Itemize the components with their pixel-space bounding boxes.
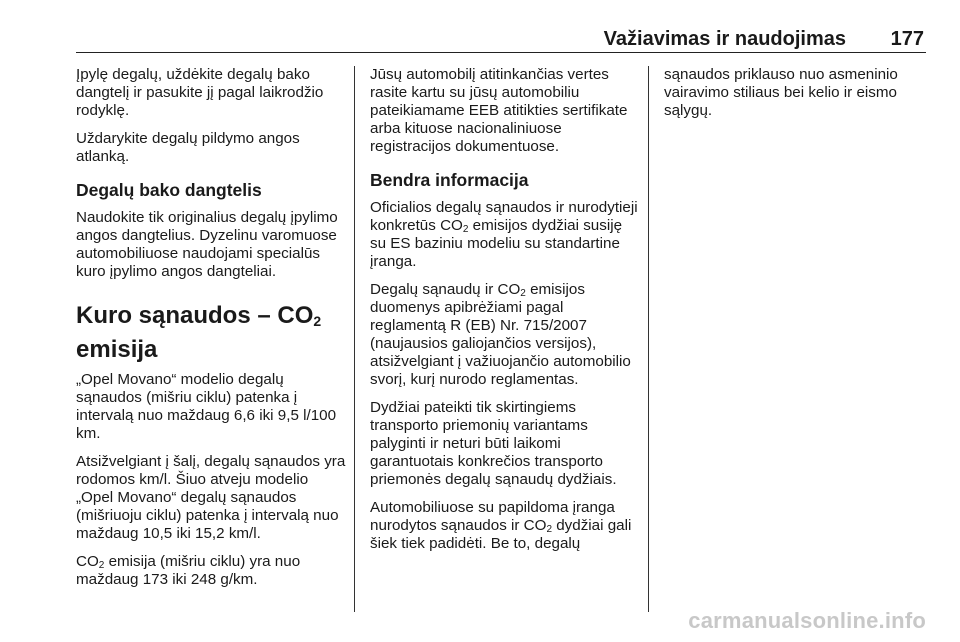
section-heading-fuel-cap: Degalų bako dangtelis xyxy=(76,180,262,200)
page-header xyxy=(76,26,926,53)
heading-text: emisija xyxy=(76,336,158,363)
column-divider xyxy=(648,66,649,612)
paragraph xyxy=(370,199,642,271)
text: emisijos dydžiai susiję su ES baziniu modeliu su standartine įranga. xyxy=(370,217,623,270)
paragraph: Jūsų automobilį atitinkančias vertes rasite kartu su jūsų automobiliu pateikiamame EEB atitikties sertifikate arba kituose nacionaliniuose registracijos dokumentuose. xyxy=(370,66,628,155)
text: Automobiliuose su papildoma įranga nurodytos sąnaudos ir CO xyxy=(370,499,615,534)
text: CO xyxy=(76,553,99,570)
chapter-heading-co2 xyxy=(76,299,348,367)
paragraph: Dydžiai pateikti tik skirtingiems transporto priemonių variantams palyginti ir neturi būti laikomi garantuotais konkrečios transporto priemonės degalų sąnaudų dydžiais. xyxy=(370,399,617,488)
subscript: 2 xyxy=(98,560,105,571)
subscript: 2 xyxy=(462,224,469,235)
column-divider xyxy=(354,66,355,612)
subscript: 2 xyxy=(313,313,322,329)
text: emisija (mišriu ciklu) yra nuo maždaug 173 iki 248 g/km. xyxy=(76,553,301,588)
paragraph: Uždarykite degalų pildymo angos atlanką. xyxy=(76,130,300,165)
page-title: Važiavimas ir naudojimas xyxy=(603,28,846,50)
paragraph xyxy=(370,281,642,389)
paragraph: Įpylę degalų, uždėkite degalų bako dangtelį ir pasukite jį pagal laikrodžio rodyklę. xyxy=(76,66,324,119)
heading-text: Kuro sąnaudos – CO xyxy=(76,302,314,329)
column-3 xyxy=(664,66,926,130)
paragraph xyxy=(370,499,642,553)
page-number: 177 xyxy=(890,28,924,50)
text: Oficialios degalų sąnaudos ir nurodytieji konkretūs CO xyxy=(370,199,638,234)
watermark: carmanualsonline.info xyxy=(688,608,926,633)
text: Degalų sąnaudų ir CO xyxy=(370,281,521,298)
subscript: 2 xyxy=(520,288,526,299)
paragraph: sąnaudos priklauso nuo asmeninio vairavimo stiliaus bei kelio ir eismo sąlygų. xyxy=(664,66,898,119)
paragraph: Atsižvelgiant į šalį, degalų sąnaudos yra rodomos km/l. Šiuo atveju modelio „Opel Movano“ degalų sąnaudos (mišriuoju ciklu) patenka į intervalą nuo maždaug 10,5 iki 15,2 km/l. xyxy=(76,453,346,542)
subscript: 2 xyxy=(546,524,552,535)
paragraph: Naudokite tik originalius degalų įpylimo angos dangtelius. Dyzelinu varomuose automobiliuose naudojami specialūs kuro įpylimo angos dangteliai. xyxy=(76,209,338,280)
paragraph xyxy=(76,553,348,589)
text: dydžiai gali šiek tiek padidėti. Be to, degalų xyxy=(370,517,632,552)
paragraph: „Opel Movano“ modelio degalų sąnaudos (mišriu ciklu) patenka į intervalą nuo maždaug 6,6 iki 9,5 l/100 km. xyxy=(76,371,337,442)
section-heading-general: Bendra informacija xyxy=(370,170,529,190)
text: emisijos duomenys apibrėžiami pagal reglamentą R (EB) Nr. 715/2007 (naujausios galiojančios versijos), atsižvelgiant į važiuojančio automobilio svorį, kurį nurodo reglamentas. xyxy=(370,281,631,388)
column-1 xyxy=(76,66,348,599)
column-2 xyxy=(370,66,642,563)
